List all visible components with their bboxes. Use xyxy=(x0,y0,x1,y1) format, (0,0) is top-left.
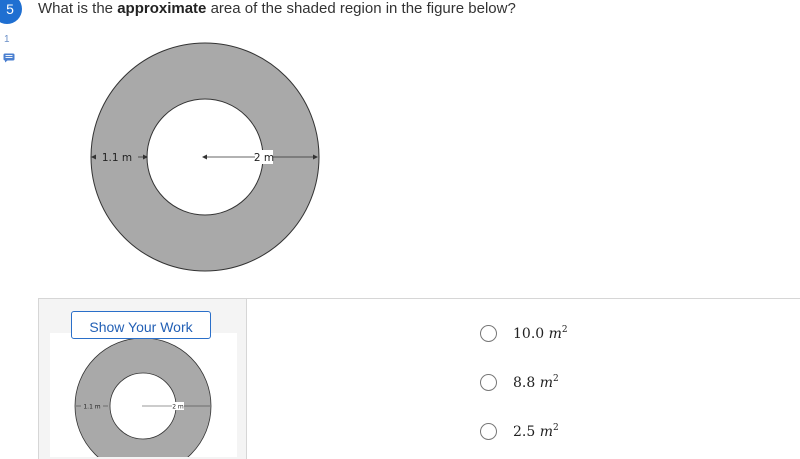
question-text xyxy=(38,0,516,17)
show-work-panel xyxy=(38,299,247,459)
outer-radius-label: 2 m xyxy=(253,152,275,164)
question-text-start: What is the xyxy=(38,0,118,17)
thumb-inner-label: 1.1 m xyxy=(83,403,101,411)
radio-button-2[interactable] xyxy=(480,374,497,391)
choice-option-1[interactable] xyxy=(480,320,568,346)
thumb-outer-label: 2 m xyxy=(172,403,184,411)
choice-label-3: 2.5 $m^2$ xyxy=(513,422,559,440)
comment-icon[interactable] xyxy=(3,50,15,68)
show-your-work-button[interactable]: Show Your Work xyxy=(71,311,211,339)
question-number-badge: 5 xyxy=(0,0,22,24)
inner-radius-label: 1.1 m xyxy=(101,152,133,164)
choice-label-1: 10.0 $m^2$ xyxy=(513,324,568,342)
choice-label-2: 8.8 $m^2$ xyxy=(513,373,559,391)
comment-count: 1 xyxy=(4,34,10,45)
figure-thumbnail xyxy=(50,333,237,457)
radio-button-1[interactable] xyxy=(480,325,497,342)
choice-option-2[interactable] xyxy=(480,369,559,395)
question-text-end: area of the shaded region in the figure below? xyxy=(206,0,516,17)
answer-panel xyxy=(38,298,800,459)
question-text-emphasis: approximate xyxy=(117,0,207,17)
radio-button-3[interactable] xyxy=(480,423,497,440)
choice-option-3[interactable] xyxy=(480,418,559,444)
annulus-figure xyxy=(80,40,330,285)
